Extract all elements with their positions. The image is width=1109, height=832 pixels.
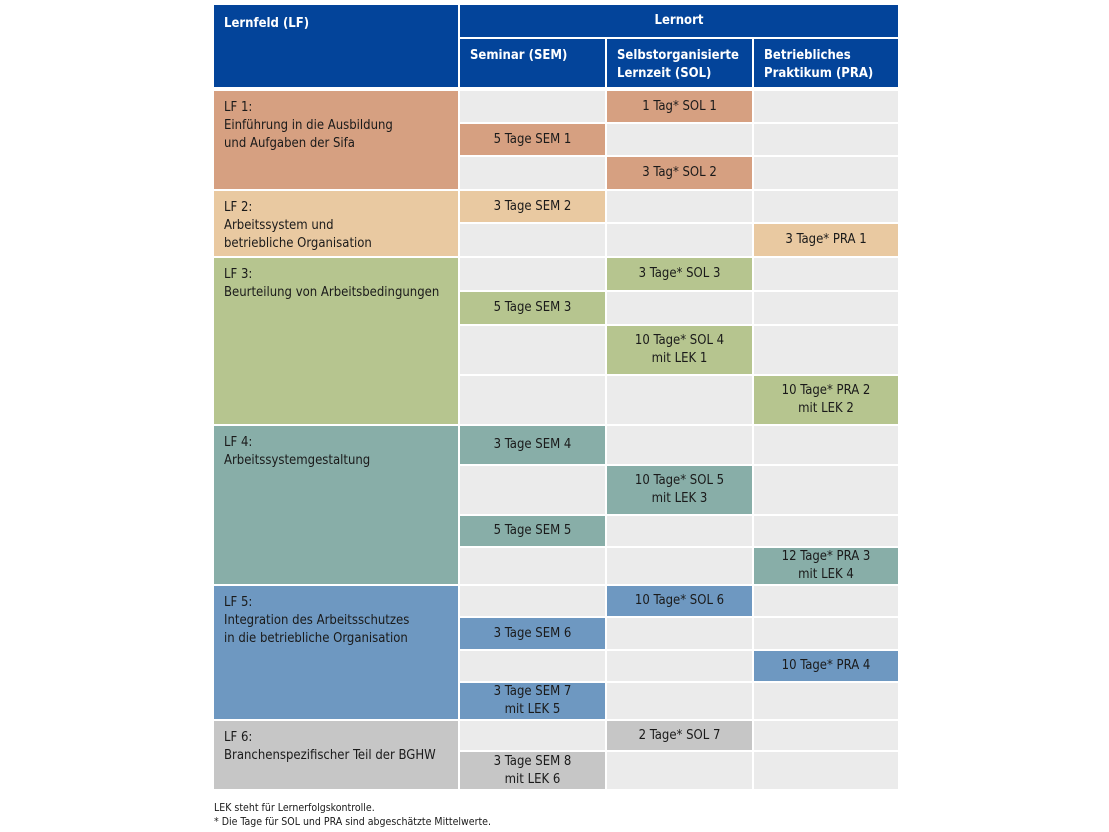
empty-cell	[754, 516, 898, 546]
empty-cell	[754, 124, 898, 155]
block-label: 10 Tage* SOL 6	[634, 593, 725, 608]
block-label: 10 Tage* SOL 4	[634, 333, 725, 348]
lernfeld-line: Einführung in die Ausbildung	[224, 118, 393, 133]
empty-cell	[460, 651, 605, 681]
lernfeld-line: LF 2:	[224, 200, 253, 215]
block-sem	[460, 752, 605, 789]
empty-cell	[607, 124, 752, 155]
block-pra	[754, 651, 898, 681]
block-pra	[754, 224, 898, 256]
empty-cell	[607, 516, 752, 546]
block-label: mit LEK 2	[798, 401, 854, 416]
lernfeld-lf1	[214, 91, 458, 189]
empty-cell	[607, 376, 752, 424]
empty-cell	[607, 191, 752, 222]
block-sem	[460, 191, 605, 222]
block-sol	[607, 326, 752, 374]
block-label: 3 Tage SEM 7	[493, 684, 572, 699]
header-sol-line: Selbstorganisierte	[617, 48, 739, 63]
empty-cell	[607, 292, 752, 324]
block-label: mit LEK 3	[651, 491, 708, 506]
lernfeld-line: in die betriebliche Organisation	[224, 631, 408, 646]
header-seminar	[460, 39, 605, 87]
block-label: mit LEK 1	[651, 351, 708, 366]
empty-cell	[754, 683, 898, 719]
block-label: 3 Tage SEM 4	[493, 437, 572, 452]
lernfeld-lf3	[214, 258, 458, 424]
block-label: 5 Tage SEM 3	[493, 300, 572, 315]
empty-cell	[460, 466, 605, 514]
block-sol	[607, 586, 752, 616]
lernfeld-lf6	[214, 721, 458, 789]
block-label: 3 Tage SEM 6	[493, 625, 572, 641]
empty-cell	[460, 258, 605, 290]
empty-cell	[607, 224, 752, 256]
lernfeld-line: LF 4:	[224, 435, 253, 450]
block-sem	[460, 516, 605, 546]
block-sem	[460, 426, 605, 464]
header-sol-line: Lernzeit (SOL)	[617, 66, 712, 81]
footnote: * Die Tage für SOL und PRA sind abgeschätzte Mittelwerte.	[214, 816, 491, 828]
empty-cell	[460, 548, 605, 584]
block-label: 10 Tage* SOL 5	[634, 473, 725, 488]
empty-cell	[754, 157, 898, 189]
empty-cell	[607, 426, 752, 464]
block-pra	[754, 548, 898, 584]
lernfeld-line: LF 5:	[224, 595, 253, 610]
empty-cell	[754, 258, 898, 290]
block-sol	[607, 258, 752, 290]
block-label: mit LEK 5	[504, 702, 561, 717]
header-seminar-label: Seminar (SEM)	[470, 48, 568, 63]
empty-cell	[754, 326, 898, 374]
empty-cell	[460, 586, 605, 616]
empty-cell	[607, 683, 752, 719]
block-sem	[460, 683, 605, 719]
block-sem	[460, 292, 605, 324]
block-label: 3 Tage SEM 8	[493, 753, 572, 769]
block-label: 1 Tag* SOL 1	[642, 98, 717, 114]
block-label: 2 Tage* SOL 7	[638, 727, 721, 743]
lernfeld-line: betriebliche Organisation	[224, 236, 372, 251]
header-pra-line: Betriebliches	[764, 48, 851, 63]
lernfeld-lf2	[214, 191, 458, 256]
empty-cell	[460, 376, 605, 424]
empty-cell	[754, 91, 898, 122]
header-lernort	[460, 5, 898, 37]
empty-cell	[754, 721, 898, 750]
footnote: LEK steht für Lernerfolgskontrolle.	[214, 802, 375, 814]
block-label: mit LEK 6	[504, 771, 561, 787]
header-sol	[607, 39, 752, 87]
header-lernfeld	[214, 5, 458, 87]
lernfeld-line: LF 6:	[224, 730, 253, 745]
block-label: 12 Tage* PRA 3	[781, 549, 871, 564]
empty-cell	[754, 466, 898, 514]
empty-cell	[754, 752, 898, 789]
header-lernfeld-label: Lernfeld (LF)	[224, 16, 310, 31]
lernfeld-line: Arbeitssystemgestaltung	[224, 453, 371, 468]
header-pra-line: Praktikum (PRA)	[764, 66, 874, 81]
lernfeld-line: LF 1:	[224, 100, 253, 115]
empty-cell	[460, 91, 605, 122]
lernfeld-line: Integration des Arbeitsschutzes	[224, 613, 410, 628]
lernfeld-line: und Aufgaben der Sifa	[224, 136, 355, 151]
block-sol	[607, 466, 752, 514]
empty-cell	[460, 326, 605, 374]
block-label: mit LEK 4	[798, 567, 854, 582]
block-label: 3 Tage SEM 2	[493, 198, 572, 214]
empty-cell	[754, 586, 898, 616]
lernfeld-line: Beurteilung von Arbeitsbedingungen	[224, 285, 440, 300]
lernfeld-line: Arbeitssystem und	[224, 218, 334, 233]
empty-cell	[607, 752, 752, 789]
lernfeld-lf5	[214, 586, 458, 719]
empty-cell	[754, 191, 898, 222]
header-lernort-label: Lernort	[654, 13, 704, 28]
lernfeld-line: Branchenspezifischer Teil der BGHW	[224, 748, 436, 763]
empty-cell	[607, 651, 752, 681]
lernfeld-line: LF 3:	[224, 267, 253, 282]
block-label: 3 Tage* PRA 1	[785, 232, 867, 247]
block-label: 5 Tage SEM 5	[493, 523, 572, 538]
empty-cell	[460, 721, 605, 750]
block-sol	[607, 721, 752, 750]
empty-cell	[607, 548, 752, 584]
block-sem	[460, 124, 605, 155]
empty-cell	[754, 426, 898, 464]
empty-cell	[460, 224, 605, 256]
block-label: 10 Tage* PRA 4	[781, 658, 871, 673]
empty-cell	[754, 618, 898, 649]
block-label: 3 Tage* SOL 3	[638, 266, 721, 281]
empty-cell	[754, 292, 898, 324]
block-sol	[607, 91, 752, 122]
lernfeld-lf4	[214, 426, 458, 584]
empty-cell	[460, 157, 605, 189]
block-sol	[607, 157, 752, 189]
block-label: 5 Tage SEM 1	[493, 131, 572, 147]
header-pra	[754, 39, 898, 87]
block-label: 3 Tag* SOL 2	[642, 165, 717, 180]
block-label: 10 Tage* PRA 2	[781, 383, 871, 398]
block-pra	[754, 376, 898, 424]
block-sem	[460, 618, 605, 649]
empty-cell	[607, 618, 752, 649]
